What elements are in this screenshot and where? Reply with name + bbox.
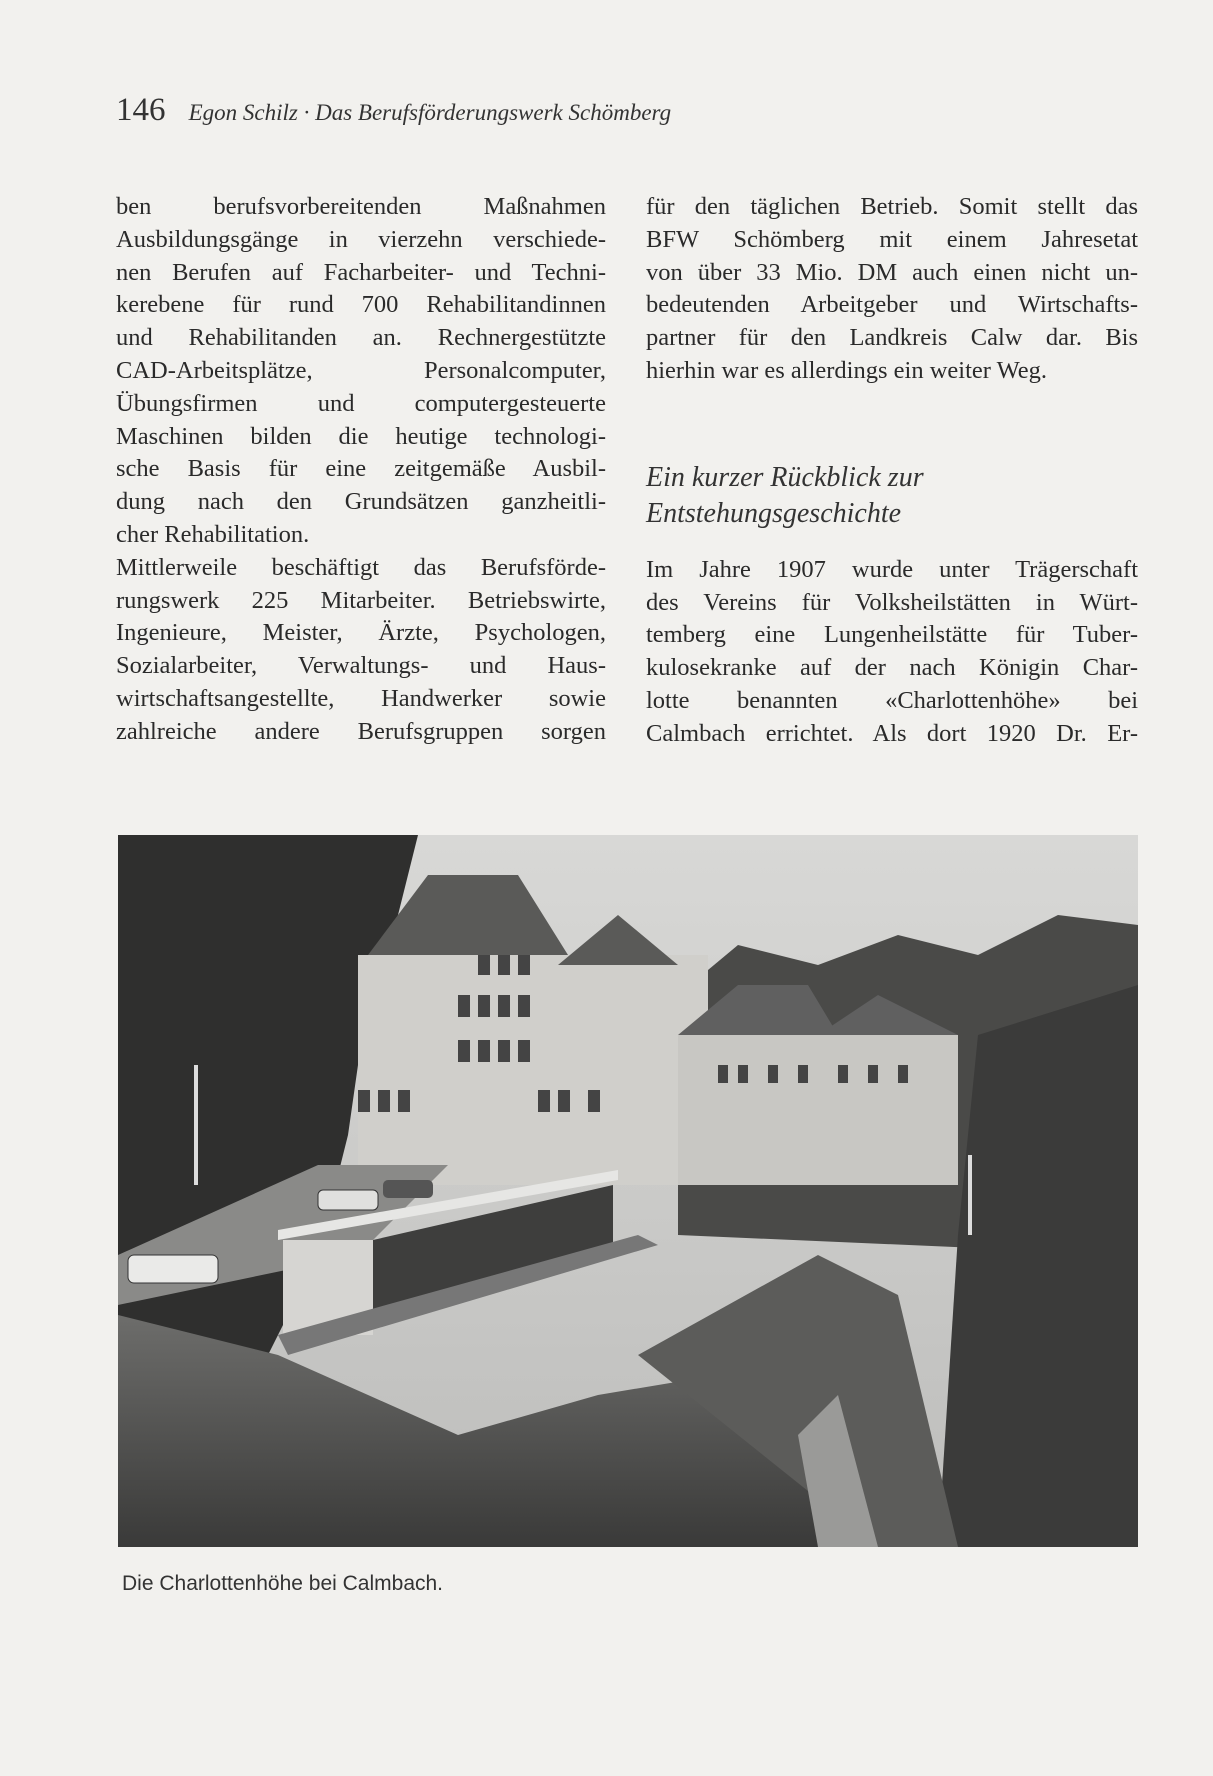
- text-line: lotte benannten «Charlottenhöhe» bei: [646, 686, 1138, 714]
- left-paragraph: [116, 191, 606, 749]
- right-paragraph-top: [646, 191, 1138, 388]
- text-line: Übungsfirmen und computergesteuerte: [116, 389, 606, 417]
- page-header: [116, 92, 671, 129]
- car: [318, 1190, 378, 1210]
- text-line: von über 33 Mio. DM auch einen nicht un-: [646, 258, 1138, 286]
- text-line: temberg eine Lungenheilstätte für Tuber-: [646, 621, 1138, 649]
- text-line: Maschinen bilden die heutige technologi-: [116, 422, 606, 450]
- lamp-post: [968, 1155, 972, 1235]
- section-heading-line: Ein kurzer Rückblick zur: [646, 461, 924, 493]
- text-line: des Vereins für Volksheilstätten in Würt-: [646, 588, 1138, 616]
- text-line: sche Basis für eine zeitgemäße Ausbil-: [116, 455, 606, 483]
- text-line: hierhin war es allerdings ein weiter Weg.: [646, 356, 1048, 384]
- photo-caption: Die Charlottenhöhe bei Calmbach.: [122, 1572, 444, 1595]
- left-column: [116, 191, 606, 749]
- car: [383, 1180, 433, 1198]
- page-number: 146: [116, 92, 166, 128]
- text-line: und Rehabilitanden an. Rechnergestützte: [116, 324, 606, 352]
- running-head: Egon Schilz · Das Berufsförderungswerk Schömberg: [188, 100, 672, 125]
- main-building: [358, 955, 708, 1185]
- text-line: für den täglichen Betrieb. Somit stellt das: [646, 193, 1138, 220]
- text-line: nen Berufen auf Facharbeiter- und Techni-: [116, 258, 606, 286]
- text-line: kerebene für rund 700 Rehabilitandinnen: [116, 291, 606, 319]
- text-line: ben berufsvorbereitenden Maßnahmen: [116, 193, 606, 220]
- text-line: bedeutenden Arbeitgeber und Wirtschafts-: [646, 291, 1138, 319]
- text-line: zahlreiche andere Berufsgruppen sorgen: [116, 717, 606, 745]
- text-line: Ingenieure, Meister, Ärzte, Psychologen,: [116, 619, 606, 647]
- text-line: Sozialarbeiter, Verwaltungs- und Haus-: [116, 652, 606, 680]
- car: [128, 1255, 218, 1283]
- text-line: Calmbach errichtet. Als dort 1920 Dr. Er-: [646, 719, 1138, 747]
- section-heading: [646, 460, 1138, 532]
- right-column: [646, 191, 1138, 751]
- historic-photo: [118, 835, 1138, 1547]
- text-line: dung nach den Grundsätzen ganzheitli-: [116, 488, 606, 516]
- text-line: Im Jahre 1907 wurde unter Trägerschaft: [646, 555, 1138, 583]
- text-line: partner für den Landkreis Calw dar. Bis: [646, 324, 1138, 352]
- text-line: CAD-Arbeitsplätze, Personalcomputer,: [116, 356, 606, 384]
- text-line: BFW Schömberg mit einem Jahresetat: [646, 225, 1138, 253]
- secondary-building: [678, 1035, 958, 1185]
- text-line: wirtschaftsangestellte, Handwerker sowie: [116, 684, 606, 712]
- text-line: Mittlerweile beschäftigt das Berufsförde-: [116, 553, 606, 581]
- text-line: cher Rehabilitation.: [116, 520, 310, 548]
- text-line: Ausbildungsgänge in vierzehn verschiede-: [116, 225, 606, 253]
- lamp-post: [194, 1065, 198, 1185]
- photo-illustration: [118, 835, 1138, 1547]
- right-paragraph-bottom: [646, 554, 1138, 751]
- text-line: kulosekranke auf der nach Königin Char-: [646, 654, 1138, 682]
- section-heading-line: Entstehungsgeschichte: [646, 497, 902, 529]
- text-line: rungswerk 225 Mitarbeiter. Betriebswirte,: [116, 586, 606, 614]
